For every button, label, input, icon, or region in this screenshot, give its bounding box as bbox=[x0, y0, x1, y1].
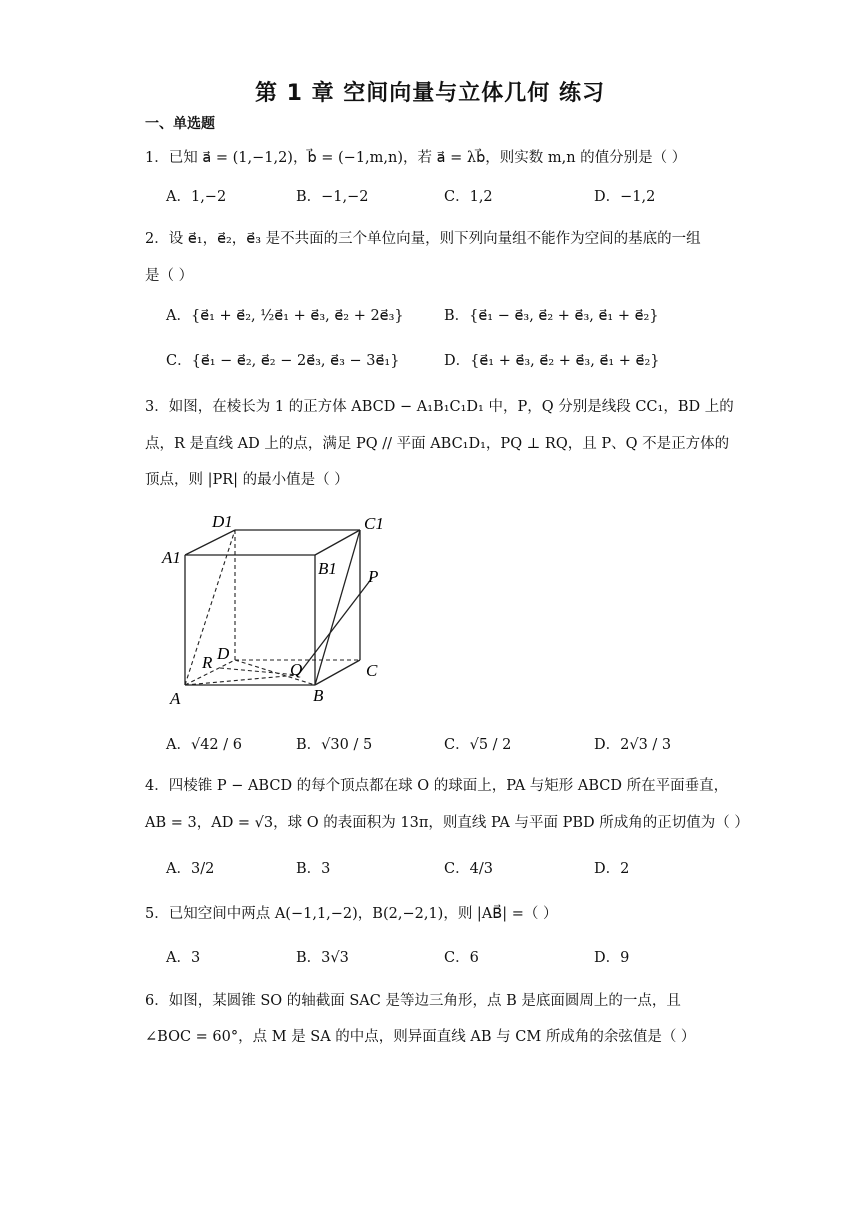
q3-option-d: D．2√3 / 3 bbox=[594, 737, 672, 753]
label-r: R bbox=[202, 653, 213, 672]
section-heading: 一、单选题 bbox=[145, 116, 215, 132]
question-3-text-line-1: 3．如图，在棱长为 1 的正方体 ABCD − A₁B₁C₁D₁ 中，P，Q 分别是线段 CC₁，BD 上的 bbox=[145, 399, 734, 415]
question-6-text-line-2: ∠BOC = 60°，点 M 是 SA 的中点，则异面直线 AB 与 CM 所成角的余弦值是（ ） bbox=[145, 1029, 696, 1045]
label-b1: B1 bbox=[318, 559, 337, 578]
question-2-text-line-2: 是（ ） bbox=[145, 268, 194, 284]
question-4-text-line-1: 4．四棱锥 P − ABCD 的每个顶点都在球 O 的球面上，PA 与矩形 ABCD 所在平面垂直， bbox=[145, 778, 729, 794]
q3-option-a: A．√42 / 6 bbox=[166, 737, 242, 753]
question-2-text-line-1: 2．设 e⃗₁，e⃗₂，e⃗₃ 是不共面的三个单位向量，则下列向量组不能作为空间的基底的一组 bbox=[145, 231, 701, 247]
cube-figure bbox=[150, 505, 400, 715]
q2-option-d: D．{e⃗₁ + e⃗₃, e⃗₂ + e⃗₃, e⃗₁ + e⃗₂} bbox=[444, 353, 660, 369]
label-a: A bbox=[170, 689, 181, 708]
q5-option-d: D．9 bbox=[594, 950, 630, 966]
label-d1: D1 bbox=[212, 512, 233, 531]
q2-option-b: B．{e⃗₁ − e⃗₃, e⃗₂ + e⃗₃, e⃗₁ + e⃗₂} bbox=[444, 308, 659, 324]
q1-option-a: A．1,−2 bbox=[166, 189, 227, 205]
q1-option-b: B．−1,−2 bbox=[296, 189, 369, 205]
q2-option-c: C．{e⃗₁ − e⃗₂, e⃗₂ − 2e⃗₃, e⃗₃ − 3e⃗₁} bbox=[166, 353, 400, 369]
question-6-text-line-1: 6．如图，某圆锥 SO 的轴截面 SAC 是等边三角形，点 B 是底面圆周上的一点，且 bbox=[145, 993, 681, 1009]
q1-option-d: D．−1,2 bbox=[594, 189, 656, 205]
label-c: C bbox=[366, 661, 378, 680]
q5-option-a: A．3 bbox=[166, 950, 201, 966]
q3-option-c: C．√5 / 2 bbox=[444, 737, 512, 753]
label-c1: C1 bbox=[364, 514, 384, 533]
label-a1: A1 bbox=[162, 548, 181, 567]
label-b: B bbox=[313, 686, 324, 705]
q4-option-c: C．4/3 bbox=[444, 861, 493, 877]
q4-option-b: B．3 bbox=[296, 861, 331, 877]
q2-option-a: A．{e⃗₁ + e⃗₂, ½e⃗₁ + e⃗₃, e⃗₂ + 2e⃗₃} bbox=[166, 308, 404, 324]
question-4-text-line-2: AB = 3，AD = √3，球 O 的表面积为 13π，则直线 PA 与平面 PBD 所成角的正切值为（ ） bbox=[145, 815, 749, 831]
question-3-text-line-3: 顶点，则 |PR| 的最小值是（ ） bbox=[145, 472, 349, 488]
q3-option-b: B．√30 / 5 bbox=[296, 737, 373, 753]
q5-option-b: B．3√3 bbox=[296, 950, 349, 966]
page-title: 第 1 章 空间向量与立体几何 练习 bbox=[255, 81, 605, 106]
q5-option-c: C．6 bbox=[444, 950, 479, 966]
label-d: D bbox=[217, 644, 230, 663]
label-q: Q bbox=[290, 660, 303, 679]
question-1-text: 1．已知 a⃗ = (1,−1,2)，b⃗ = (−1,m,n)，若 a⃗ = λb⃗，则实数 m,n 的值分别是（ ） bbox=[145, 150, 687, 166]
question-5-text: 5．已知空间中两点 A(−1,1,−2)，B(2,−2,1)，则 |AB⃗| =（ ） bbox=[145, 906, 558, 922]
question-3-text-line-2: 点，R 是直线 AD 上的点，满足 PQ // 平面 ABC₁D₁，PQ ⊥ RQ，且 P、Q 不是正方体的 bbox=[145, 436, 730, 452]
q1-option-c: C．1,2 bbox=[444, 189, 493, 205]
label-p: P bbox=[368, 567, 379, 586]
q4-option-a: A．3/2 bbox=[166, 861, 215, 877]
q4-option-d: D．2 bbox=[594, 861, 630, 877]
